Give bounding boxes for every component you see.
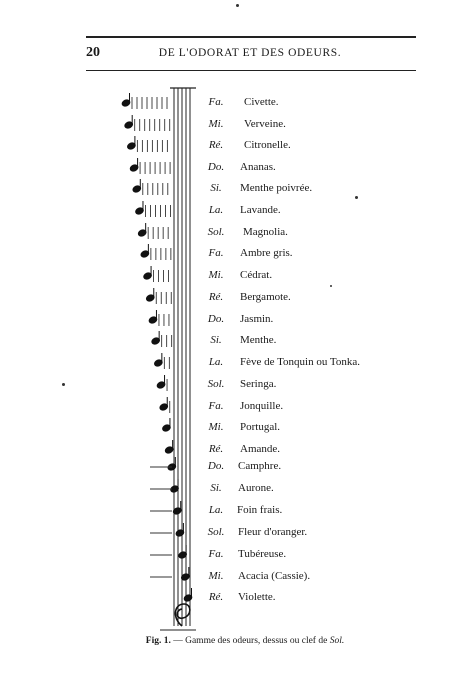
odor-name: Camphre.	[238, 460, 282, 472]
caption-text: — Gamme des odeurs, dessus ou clef de	[173, 636, 328, 646]
odor-name: Aurone.	[238, 482, 274, 494]
note-name: Fa.	[208, 400, 224, 412]
odor-name: Magnolia.	[243, 226, 288, 238]
caption-clef: Sol.	[329, 636, 345, 646]
odor-name: Seringa.	[240, 378, 277, 390]
note-name: La.	[208, 356, 224, 368]
page-number: 20	[86, 45, 100, 60]
note-name: La.	[208, 504, 224, 516]
odor-name: Bergamote.	[240, 291, 291, 303]
note-name: Do.	[207, 460, 225, 472]
note-name: Do.	[207, 313, 225, 325]
note-name: Fa.	[208, 548, 224, 560]
odor-name: Violette.	[238, 591, 276, 603]
odor-name: Tubéreuse.	[238, 548, 287, 560]
note-name: Sol.	[207, 378, 225, 390]
note-name: Si.	[210, 334, 222, 346]
odor-name: Jonquille.	[240, 400, 284, 412]
odor-name: Portugal.	[240, 421, 281, 433]
odor-name: Menthe poivrée.	[240, 182, 313, 194]
note-name: La.	[208, 204, 224, 216]
odor-name: Ambre gris.	[240, 247, 293, 259]
note-name: Mi.	[208, 421, 224, 433]
print-speck	[330, 285, 332, 287]
print-speck	[62, 383, 65, 386]
odor-name: Lavande.	[240, 204, 281, 216]
odor-name: Foin frais.	[237, 504, 283, 516]
odor-name: Cédrat.	[240, 269, 273, 281]
print-speck	[355, 196, 358, 199]
note-name: Do.	[207, 161, 225, 173]
figure-caption	[95, 636, 395, 646]
note-name: Ré.	[208, 591, 224, 603]
odor-name: Ananas.	[240, 161, 276, 173]
odor-name: Fève de Tonquin ou Tonka.	[240, 356, 360, 368]
odor-name: Acacia (Cassie).	[238, 570, 311, 582]
print-speck	[236, 4, 239, 7]
note-name: Fa.	[208, 96, 224, 108]
note-name: Ré.	[208, 291, 224, 303]
note-name: Mi.	[208, 269, 224, 281]
note-name: Ré.	[208, 139, 224, 151]
note-name: Mi.	[208, 118, 224, 130]
note-name: Mi.	[208, 570, 224, 582]
odor-name: Amande.	[240, 443, 281, 455]
odor-name: Civette.	[244, 96, 279, 108]
odor-name: Fleur d'oranger.	[238, 526, 308, 538]
odor-name: Jasmin.	[240, 313, 274, 325]
note-name: Ré.	[208, 443, 224, 455]
odor-name: Menthe.	[240, 334, 277, 346]
odor-name: Citronelle.	[244, 139, 291, 151]
note-name: Fa.	[208, 247, 224, 259]
note-name: Sol.	[207, 226, 225, 238]
running-title: DE L'ODORAT ET DES ODEURS.	[158, 47, 342, 59]
note-name: Si.	[210, 182, 222, 194]
figure-label: Fig. 1.	[145, 636, 171, 646]
odor-name: Verveine.	[244, 118, 286, 130]
note-name: Sol.	[207, 526, 225, 538]
note-name: Si.	[210, 482, 222, 494]
